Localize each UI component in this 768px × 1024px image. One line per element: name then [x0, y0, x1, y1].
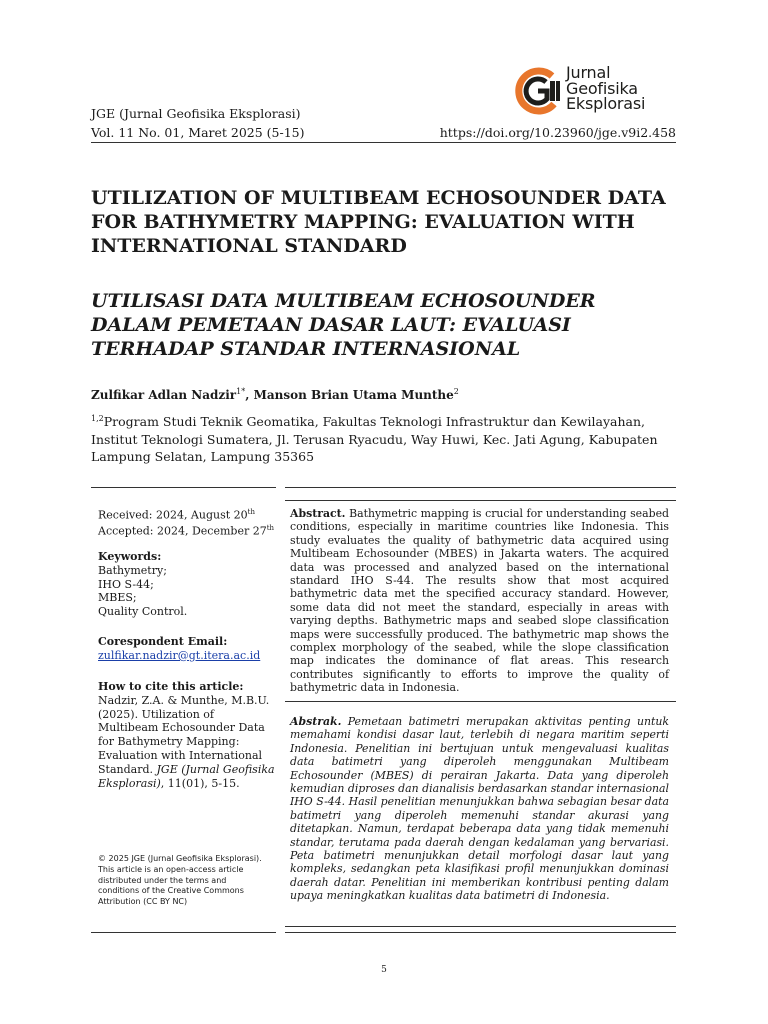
author-2-mark: 2	[453, 387, 459, 396]
abstract-bottom-rule	[285, 926, 676, 927]
abstract-divider	[285, 701, 676, 702]
logo-line-3: Eksplorasi	[566, 94, 646, 113]
affiliation-text: Program Studi Teknik Geomatika, Fakultas Teknologi Infrastruktur dan Kewilayahan, Institut Teknologi Sumatera, Jl. Terusan Ryacudu, Way Huwi, Kec. Jati Agung, Kabupaten Lampung Selatan, Lampung 35365	[91, 414, 658, 465]
keyword-item: IHO S-44;	[98, 577, 154, 591]
sidebar-top-rule	[91, 487, 276, 488]
title-indonesian: UTILISASI DATA MULTIBEAM ECHOSOUNDER DALAM PEMETAAN DASAR LAUT: EVALUASI TERHADAP STANDAR INTERNASIONAL	[91, 290, 596, 360]
author-2: Manson Brian Utama Munthe	[253, 388, 454, 402]
keywords-heading: Keywords:	[98, 550, 162, 563]
affiliation	[91, 410, 681, 466]
author-1-mark: 1*	[236, 387, 246, 396]
header-divider	[91, 142, 676, 143]
copyright-notice: © 2025 JGE (Jurnal Geofisika Eksplorasi). This article is an open-access article distributed under the terms and conditions of the Creative Commons Attribution (CC BY NC)	[98, 854, 262, 907]
correspondence-heading: Corespondent Email:	[98, 635, 228, 648]
affiliation-mark: 1,2	[91, 414, 104, 423]
abstract-label: Abstract.	[290, 507, 346, 520]
keyword-item: Quality Control.	[98, 605, 188, 619]
abstract-text: Bathymetric mapping is crucial for understanding seabed conditions, especially in maritime countries like Indonesia. This study evaluates the quality of bathymetric data acquired using Multibeam Echosounder (MBES) in Jakarta waters. The acquired data was processed and analyzed based on the international standard IHO S-44. The results show that most acquired bathymetric data met the specified accuracy standard. However, some data did not meet the standard, especially in areas with varying depths. Bathymetric maps and seabed slope classification maps were successfully produced. The bathymetric map shows the complex morphology of the seabed, while the slope classification map indicates the dominance of flat areas. This research contributes significantly to efforts to improve the quality of bathymetric data in Indonesia.	[290, 507, 669, 695]
title-english: UTILIZATION OF MULTIBEAM ECHOSOUNDER DATA FOR BATHYMETRY MAPPING: EVALUATION WITH INTERNATIONAL STANDARD	[91, 187, 666, 257]
jge-logo-mark-icon	[514, 64, 564, 118]
correspondence-block	[98, 635, 276, 663]
keywords-block	[98, 550, 276, 619]
journal-logo	[514, 64, 684, 118]
dates-block	[98, 506, 276, 539]
citation-heading: How to cite this article:	[98, 680, 244, 693]
citation-text: Nadzir, Z.A. & Munthe, M.B.U. (2025). Utilization of Multibeam Echosounder Data for Bathymetry Mapping: Evaluation with International Standard. JGE (Jurnal Geofisika Eksplorasi), 11(01), 5-15.	[98, 693, 275, 790]
logo-line-2: Geofisika	[566, 78, 638, 98]
sidebar-bottom-rule	[91, 932, 276, 933]
keyword-item: MBES;	[98, 591, 137, 605]
doi-link[interactable]: https://doi.org/10.23960/jge.v9i2.458	[439, 125, 676, 140]
author-1: Zulfikar Adlan Nadzir	[91, 388, 237, 402]
journal-name: JGE (Jurnal Geofisika Eksplorasi)	[91, 106, 301, 121]
accepted-date: Accepted: 2024, December 27th	[98, 524, 275, 539]
abstrak-text: Pemetaan batimetri merupakan aktivitas penting untuk memahami kondisi dasar laut, terlebih di negara maritim seperti Indonesia. Penelitian ini bertujuan untuk mengevaluasi kualitas data batimetri yang diperoleh menggunakan Multibeam Echosounder (MBES) di perairan Jakarta. Data yang diperoleh kemudian diproses dan dianalisis berdasarkan standar internasional IHO S-44. Hasil penelitian menunjukkan bahwa sebagian besar data batimetri yang diperoleh memenuhi standar akurasi yang ditetapkan. Namun, terdapat beberapa data yang tidak memenuhi standar, terutama pada daerah dengan kedalaman yang bervariasi. Peta batimetri menunjukkan detail morfologi dasar laut yang kompleks, sedangkan peta klasifikasi profil menunjukkan dominasi daerah datar. Penelitian ini memberikan kontribusi penting dalam upaya meningkatkan kualitas data batimetri di Indonesia.	[290, 715, 669, 903]
keyword-item: Bathymetry;	[98, 563, 167, 577]
author-separator: ,	[245, 388, 254, 402]
logo-wordmark	[566, 65, 645, 112]
authors	[91, 387, 459, 402]
abstrak-label: Abstrak.	[290, 715, 342, 728]
volume-info: Vol. 11 No. 01, Maret 2025 (5-15)	[91, 125, 305, 140]
correspondent-email-link[interactable]: zulfikar.nadzir@gt.itera.ac.id	[98, 648, 261, 662]
logo-line-1: Jurnal	[566, 63, 611, 82]
citation-block	[98, 680, 276, 790]
page-number: 5	[381, 965, 387, 975]
abstract-indonesian	[290, 715, 669, 903]
abstract-top-rule	[285, 487, 676, 488]
abstract-english	[290, 507, 669, 695]
abstract-bottom-rule-2	[285, 932, 676, 933]
received-date: Received: 2024, August 20th	[98, 508, 255, 522]
abstract-top-rule-2	[285, 500, 676, 501]
